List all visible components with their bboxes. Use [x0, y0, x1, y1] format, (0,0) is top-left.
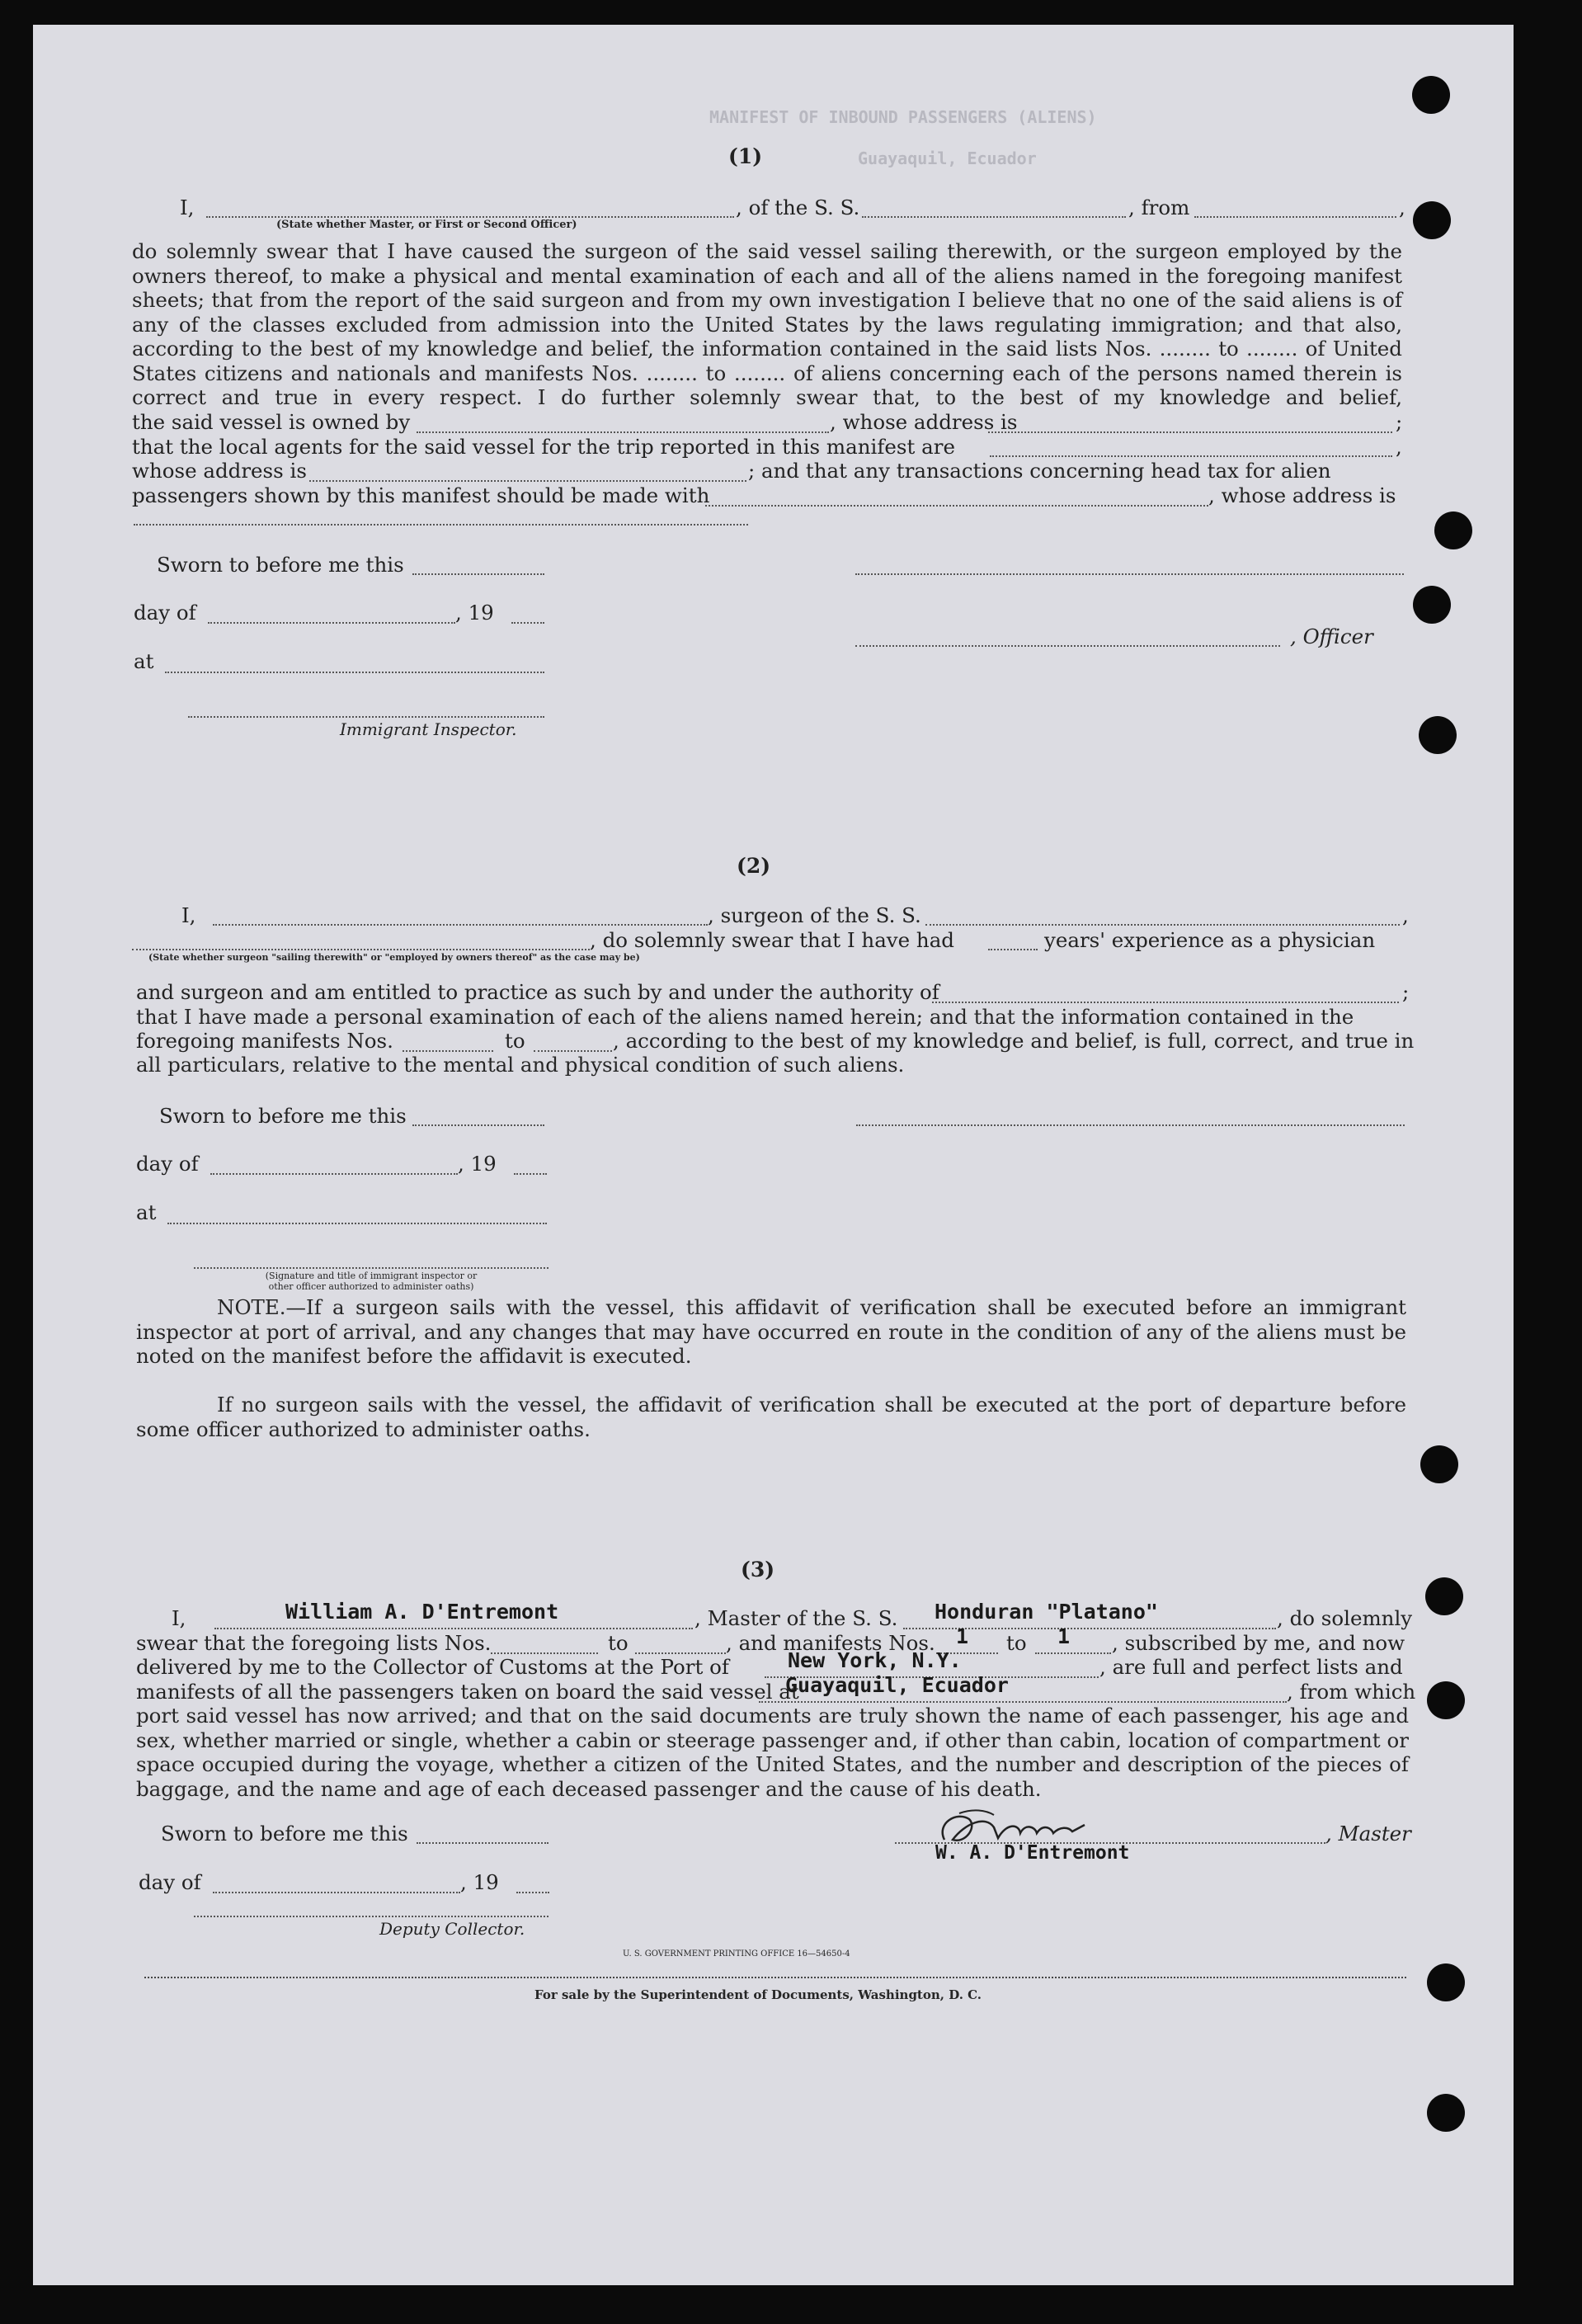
bleed-through-text: Guayaquil, Ecuador — [858, 148, 1037, 168]
s3-sworn: Sworn to before me this — [161, 1822, 408, 1846]
s1-owner-line — [417, 431, 829, 433]
s3-manifests-all: manifests of all the passengers taken on board the said vessel at — [136, 1680, 799, 1704]
s2-swear: , do solemnly swear that I have had — [590, 928, 954, 952]
s3-origin: Guayaquil, Ecuador — [785, 1673, 1009, 1697]
section-1-number: (1) — [728, 144, 763, 168]
s1-agents-comma: , — [1396, 435, 1402, 459]
s2-authority-end: ; — [1402, 980, 1410, 1004]
s1-at: at — [134, 649, 154, 673]
s3-from-which: , from which — [1287, 1680, 1416, 1704]
punch-hole — [1413, 201, 1451, 239]
s3-sworn-line — [417, 1842, 549, 1844]
s1-headtax-address-line — [134, 524, 748, 526]
s1-of-ss: , of the S. S. — [736, 196, 860, 219]
punch-hole — [1434, 511, 1472, 549]
s1-owned-by: the said vessel is owned by — [132, 410, 411, 434]
punch-hole — [1427, 1681, 1465, 1719]
s1-inspector-line — [188, 716, 544, 718]
punch-hole — [1425, 1577, 1463, 1615]
s3-delivered: delivered by me to the Collector of Customs at the Port of — [136, 1655, 729, 1679]
s2-to: to — [505, 1029, 525, 1053]
s2-year-line — [514, 1173, 547, 1175]
s3-collector-label: Deputy Collector. — [379, 1919, 525, 1939]
s3-day-line — [213, 1892, 460, 1893]
s3-manifest-to: 1 — [1057, 1624, 1071, 1648]
s1-whose-address-3: , whose address is — [1208, 483, 1396, 507]
s1-from: , from — [1128, 196, 1190, 219]
s2-surgeon-name-line — [213, 924, 708, 926]
s2-manifest-from-line — [403, 1050, 493, 1052]
s3-port: New York, N.Y. — [788, 1648, 962, 1672]
s3-manifest-to-line — [1035, 1652, 1111, 1654]
s3-origin-line — [759, 1701, 1287, 1703]
s1-year-line — [511, 622, 544, 624]
s2-surgeon-sig-line — [856, 1124, 1405, 1126]
s1-passengers: passengers shown by this manifest should be made with — [132, 483, 710, 507]
section-3-number: (3) — [741, 1558, 775, 1582]
s1-officer-label: , Officer — [1290, 625, 1373, 648]
s1-inspector-label: Immigrant Inspector. — [340, 719, 517, 739]
s2-day-line — [210, 1173, 458, 1175]
s3-typed-name: W. A. D'Entremont — [935, 1842, 1130, 1864]
s2-sworn-line — [412, 1124, 544, 1126]
s1-officer-line — [206, 216, 734, 218]
s3-day-of: day of — [139, 1870, 201, 1894]
s2-at-line — [167, 1223, 547, 1224]
gpo-imprint: U. S. GOVERNMENT PRINTING OFFICE 16—54650-4 — [623, 1949, 850, 1959]
s1-from-line — [1194, 216, 1396, 218]
s3-subscribed: , subscribed by me, and now — [1112, 1631, 1405, 1655]
section-2-number: (2) — [737, 854, 771, 878]
s3-oath-paragraph: port said vessel has now arrived; and that on the said documents are truly shown the name of each passenger, his age and sex, whether married or single, whether a cabin or steerage passenger and, if other than cabin, location of compartment or space occupied during the voyage, whether a citizen of the United States, and the number and description of the pieces of baggage, and the name and age of each deceased passenger and the cause of his death. — [136, 1704, 1409, 1801]
s2-status-line — [132, 949, 590, 950]
s2-note-paragraph: NOTE.—If a surgeon sails with the vessel, this affidavit of verification shall be executed before an immigrant inspector at port of arrival, and any changes that may have occurred en route in the condition of any of the aliens must be noted on the manifest before the affidavit is executed. — [136, 1295, 1406, 1368]
s1-oath-paragraph: do solemnly swear that I have caused the surgeon of the said vessel sailing therewith, or the surgeon employed by the owners thereof, to make a physical and mental examination of each and all of the aliens named in the foregoing manifest sheets; that from the report of the said surgeon and from my own investigation I believe that no one of the said aliens is of any of the classes excluded from admission into the United States by the laws regulating immigration; and that also, according to the best of my knowledge and belief, the information contained in the said lists Nos. ........ to ........ of United States citizens and nationals and manifests Nos. ........ to ........ of aliens concerning each of the persons named therein is correct and true in every respect. I do further solemnly swear that, to the best of my knowledge and belief, — [132, 239, 1402, 409]
s3-swear-lists: swear that the foregoing lists Nos. — [136, 1631, 492, 1655]
s1-whose-address-2: whose address is — [132, 459, 307, 483]
s2-authority: and surgeon and am entitled to practice as such by and under the authority of — [136, 980, 939, 1004]
s3-master-label: , Master — [1325, 1822, 1411, 1846]
s3-solemnly: , do solemnly — [1277, 1606, 1413, 1630]
s2-according: , according to the best of my knowledge and belief, is full, correct, and true in — [613, 1029, 1415, 1053]
s1-agents-line — [990, 455, 1392, 457]
s1-officer-note: (State whether Master, or First or Second Officer) — [276, 219, 577, 231]
s2-manifest-to-line — [534, 1050, 612, 1052]
s1-officer-sig-line-1 — [855, 573, 1404, 575]
s3-manifest-from: 1 — [956, 1624, 969, 1648]
s1-owner-address-line — [988, 431, 1392, 433]
s3-master-of: , Master of the S. S. — [694, 1606, 898, 1630]
s1-i: I, — [180, 196, 195, 219]
s1-at-line — [165, 672, 544, 673]
s2-manifests: foregoing manifests Nos. — [136, 1029, 393, 1053]
s1-day-line — [208, 622, 455, 624]
s3-collector-line — [194, 1916, 549, 1917]
s1-comma: , — [1399, 196, 1405, 219]
s2-vessel-line — [925, 924, 1400, 926]
s2-surgeon-of: , surgeon of the S. S. — [708, 903, 921, 927]
s2-at: at — [136, 1200, 157, 1224]
bleed-through-text: MANIFEST OF INBOUND PASSENGERS (ALIENS) — [709, 107, 1097, 127]
s2-sig-note-2: other officer authorized to administer oaths) — [268, 1281, 474, 1292]
s1-officer-sig-line-2 — [855, 645, 1280, 647]
s2-line-4: that I have made a personal examination of each of the aliens named herein; and that the information contained in the — [136, 1005, 1354, 1029]
s3-year-line — [516, 1892, 549, 1893]
s3-lists-from-line — [491, 1652, 598, 1654]
punch-hole — [1412, 76, 1450, 114]
s2-year: , 19 — [458, 1152, 497, 1176]
s2-comma: , — [1402, 903, 1409, 927]
s1-agents: that the local agents for the said vessel for the trip reported in this manifest are — [132, 435, 955, 459]
s2-line-6: all particulars, relative to the mental and physical condition of such aliens. — [136, 1053, 905, 1077]
footer-sale-text: For sale by the Superintendent of Documents, Washington, D. C. — [534, 1987, 982, 2002]
s3-to-2: to — [1006, 1631, 1027, 1655]
s2-inspector-line — [194, 1267, 549, 1269]
punch-hole — [1427, 2094, 1465, 2132]
punch-hole — [1420, 1445, 1458, 1483]
s3-master-name-line — [214, 1628, 693, 1629]
s3-vessel-name: Honduran "Platano" — [935, 1600, 1158, 1624]
s1-year: , 19 — [455, 601, 494, 625]
s1-sworn-line — [412, 573, 544, 575]
s2-day-of: day of — [136, 1152, 199, 1176]
s1-sworn: Sworn to before me this — [157, 553, 404, 577]
s3-to-1: to — [608, 1631, 629, 1655]
punch-hole — [1427, 1963, 1465, 2001]
s2-authority-line — [932, 1002, 1399, 1003]
punch-hole — [1419, 716, 1457, 754]
s1-whose-address: , whose address is — [830, 410, 1018, 434]
s2-years: years' experience as a physician — [1044, 928, 1376, 952]
s2-i: I, — [181, 903, 196, 927]
s3-full-perfect: , are full and perfect lists and — [1099, 1655, 1403, 1679]
s2-sig-note-1: (Signature and title of immigrant inspector or — [265, 1270, 478, 1281]
s2-sworn: Sworn to before me this — [159, 1104, 407, 1128]
punch-hole — [1413, 586, 1451, 624]
s3-year: , 19 — [460, 1870, 499, 1894]
s1-vessel-line — [862, 216, 1126, 218]
s1-semi: ; — [1396, 410, 1403, 434]
s3-lists-to-line — [635, 1652, 726, 1654]
form-page — [33, 25, 1514, 2285]
footer-rule — [144, 1977, 1406, 1978]
s3-master-name: William A. D'Entremont — [285, 1600, 559, 1624]
s2-status-note: (State whether surgeon "sailing therewith" or "employed by owners thereof" as the case may be) — [148, 952, 640, 963]
s1-day-of: day of — [134, 601, 196, 625]
s1-agents-address-line — [309, 480, 746, 482]
s3-manifests: , and manifests Nos. — [726, 1631, 935, 1655]
s3-i: I, — [172, 1606, 186, 1630]
s1-head-tax: ; and that any transactions concerning head tax for alien — [748, 459, 1331, 483]
s1-headtax-line — [705, 505, 1208, 507]
s2-note-paragraph-2: If no surgeon sails with the vessel, the affidavit of verification shall be executed at the port of departure before some officer authorized to administer oaths. — [136, 1393, 1406, 1441]
s2-years-line — [988, 949, 1038, 950]
